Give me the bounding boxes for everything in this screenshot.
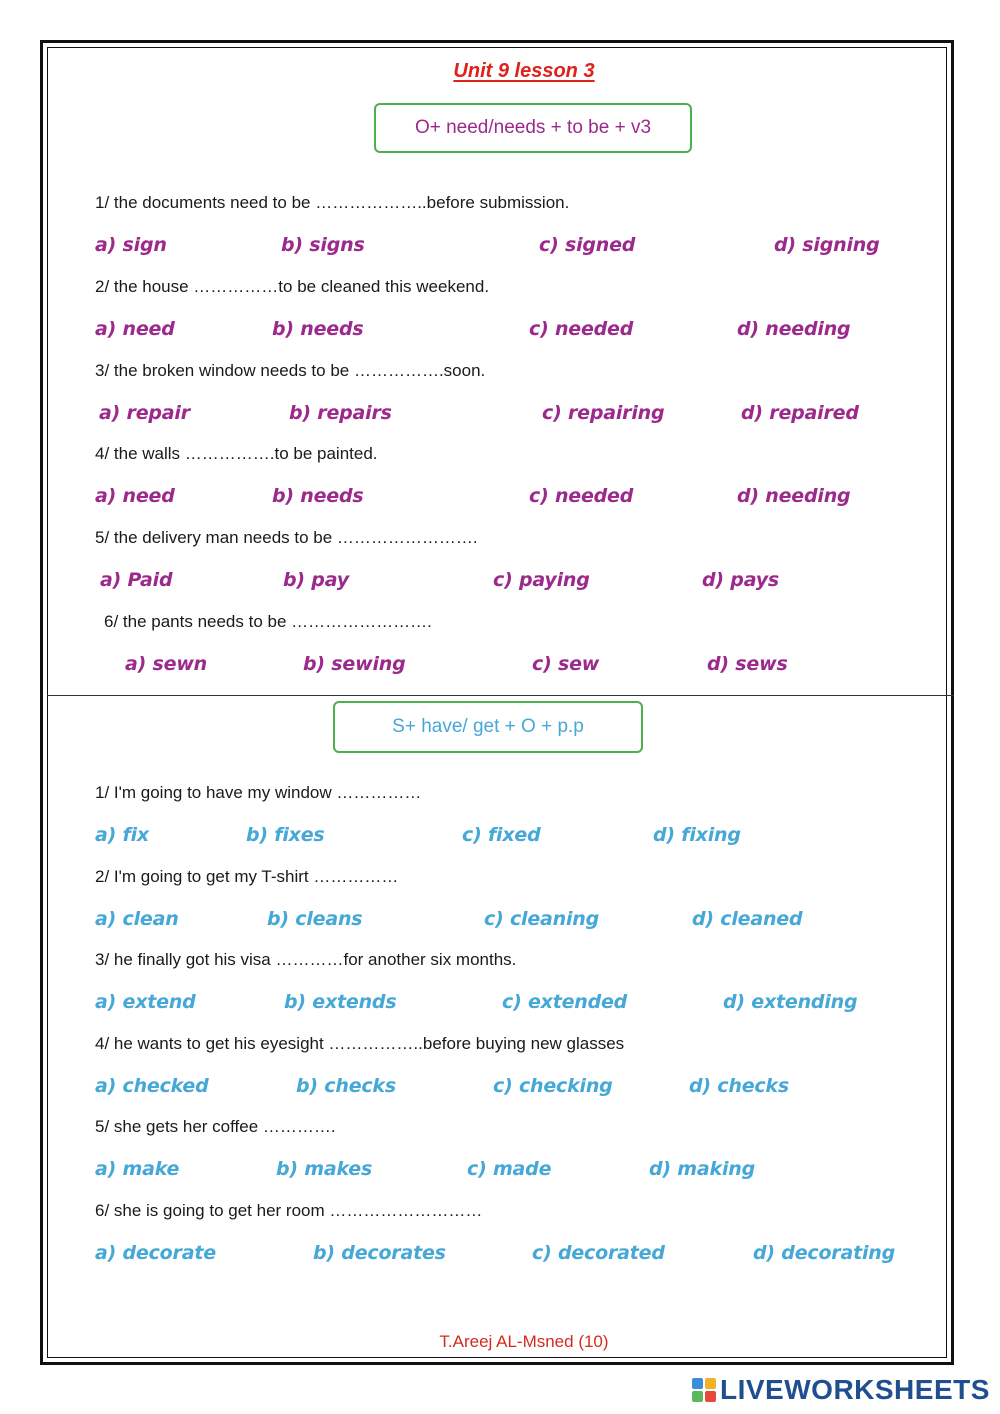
s1-q5-option-c[interactable]: c) paying bbox=[493, 569, 590, 591]
s1-q5-option-b[interactable]: b) pay bbox=[283, 569, 349, 591]
s1-q1-option-d[interactable]: d) signing bbox=[774, 234, 880, 256]
worksheet-title: Unit 9 lesson 3 bbox=[453, 60, 595, 82]
s2-question-1: 1/ I'm going to have my window …………… bbox=[95, 783, 422, 802]
s1-q2-option-d[interactable]: d) needing bbox=[737, 318, 851, 340]
s1-q1-option-a[interactable]: a) sign bbox=[95, 234, 167, 256]
s1-q2-option-b[interactable]: b) needs bbox=[272, 318, 364, 340]
s1-q3-option-c[interactable]: c) repairing bbox=[542, 402, 665, 424]
s1-q6-option-d[interactable]: d) sews bbox=[707, 653, 788, 675]
section1-formula-box bbox=[374, 103, 692, 153]
section-divider bbox=[47, 695, 954, 696]
s2-q6-option-c[interactable]: c) decorated bbox=[532, 1242, 665, 1264]
s2-q3-option-b[interactable]: b) extends bbox=[284, 991, 397, 1013]
s2-q4-option-b[interactable]: b) checks bbox=[296, 1075, 396, 1097]
section2-formula-box bbox=[333, 701, 643, 753]
s2-q2-option-a[interactable]: a) clean bbox=[95, 908, 179, 930]
s1-q4-option-b[interactable]: b) needs bbox=[272, 485, 364, 507]
s2-q6-option-d[interactable]: d) decorating bbox=[753, 1242, 896, 1264]
s2-question-5: 5/ she gets her coffee …………. bbox=[95, 1117, 336, 1136]
s1-q5-option-a[interactable]: a) Paid bbox=[100, 569, 173, 591]
s2-question-6: 6/ she is going to get her room ……………………… bbox=[95, 1201, 483, 1220]
section2-formula: S+ have/ get + O + p.p bbox=[392, 716, 584, 737]
s1-q1-option-c[interactable]: c) signed bbox=[539, 234, 636, 256]
s2-q5-option-d[interactable]: d) making bbox=[649, 1158, 755, 1180]
s2-q1-option-d[interactable]: d) fixing bbox=[653, 824, 741, 846]
s1-question-6: 6/ the pants needs to be ……………………. bbox=[104, 612, 432, 631]
s1-q4-option-d[interactable]: d) needing bbox=[737, 485, 851, 507]
s2-q3-option-d[interactable]: d) extending bbox=[723, 991, 858, 1013]
s1-q6-option-a[interactable]: a) sewn bbox=[125, 653, 207, 675]
s2-q4-option-d[interactable]: d) checks bbox=[689, 1075, 789, 1097]
s2-q1-option-c[interactable]: c) fixed bbox=[462, 824, 541, 846]
s2-question-4: 4/ he wants to get his eyesight ……………..before buying new glasses bbox=[95, 1034, 625, 1053]
s1-question-3: 3/ the broken window needs to be …………….soon. bbox=[95, 361, 486, 380]
s1-q3-option-a[interactable]: a) repair bbox=[99, 402, 190, 424]
s1-q3-option-d[interactable]: d) repaired bbox=[741, 402, 859, 424]
s2-q3-option-c[interactable]: c) extended bbox=[502, 991, 628, 1013]
s1-q2-option-a[interactable]: a) need bbox=[95, 318, 175, 340]
s1-q6-option-c[interactable]: c) sew bbox=[532, 653, 600, 675]
s1-q2-option-c[interactable]: c) needed bbox=[529, 318, 634, 340]
s2-q2-option-d[interactable]: d) cleaned bbox=[692, 908, 803, 930]
s2-q5-option-b[interactable]: b) makes bbox=[276, 1158, 373, 1180]
s2-question-3: 3/ he finally got his visa …………for another six months. bbox=[95, 950, 517, 969]
s1-q5-option-d[interactable]: d) pays bbox=[702, 569, 780, 591]
s1-question-1: 1/ the documents need to be ………………..before submission. bbox=[95, 193, 570, 212]
section1-formula: O+ need/needs + to be + v3 bbox=[414, 117, 652, 138]
s2-q1-option-b[interactable]: b) fixes bbox=[246, 824, 325, 846]
s2-q6-option-a[interactable]: a) decorate bbox=[95, 1242, 216, 1264]
s2-q3-option-a[interactable]: a) extend bbox=[95, 991, 196, 1013]
liveworksheets-logo-icon bbox=[692, 1378, 716, 1402]
s1-question-4: 4/ the walls …………….to be painted. bbox=[95, 444, 378, 463]
s1-q3-option-b[interactable]: b) repairs bbox=[289, 402, 392, 424]
teacher-credit: T.Areej AL-Msned (10) bbox=[439, 1332, 609, 1351]
liveworksheets-brand[interactable] bbox=[692, 1374, 990, 1406]
s2-q4-option-a[interactable]: a) checked bbox=[95, 1075, 209, 1097]
s1-question-5: 5/ the delivery man needs to be ……………………. bbox=[95, 528, 478, 547]
s1-q6-option-b[interactable]: b) sewing bbox=[303, 653, 406, 675]
s1-q4-option-c[interactable]: c) needed bbox=[529, 485, 634, 507]
s2-q5-option-a[interactable]: a) make bbox=[95, 1158, 180, 1180]
s2-question-2: 2/ I'm going to get my T-shirt …………… bbox=[95, 867, 399, 886]
s1-question-2: 2/ the house ……………to be cleaned this weekend. bbox=[95, 277, 490, 296]
s1-q1-option-b[interactable]: b) signs bbox=[281, 234, 365, 256]
s2-q5-option-c[interactable]: c) made bbox=[467, 1158, 552, 1180]
s1-q4-option-a[interactable]: a) need bbox=[95, 485, 175, 507]
s2-q4-option-c[interactable]: c) checking bbox=[493, 1075, 613, 1097]
s2-q6-option-b[interactable]: b) decorates bbox=[313, 1242, 446, 1264]
brand-name: LIVEWORKSHEETS bbox=[720, 1374, 990, 1405]
s2-q2-option-b[interactable]: b) cleans bbox=[267, 908, 363, 930]
s2-q2-option-c[interactable]: c) cleaning bbox=[484, 908, 600, 930]
s2-q1-option-a[interactable]: a) fix bbox=[95, 824, 149, 846]
